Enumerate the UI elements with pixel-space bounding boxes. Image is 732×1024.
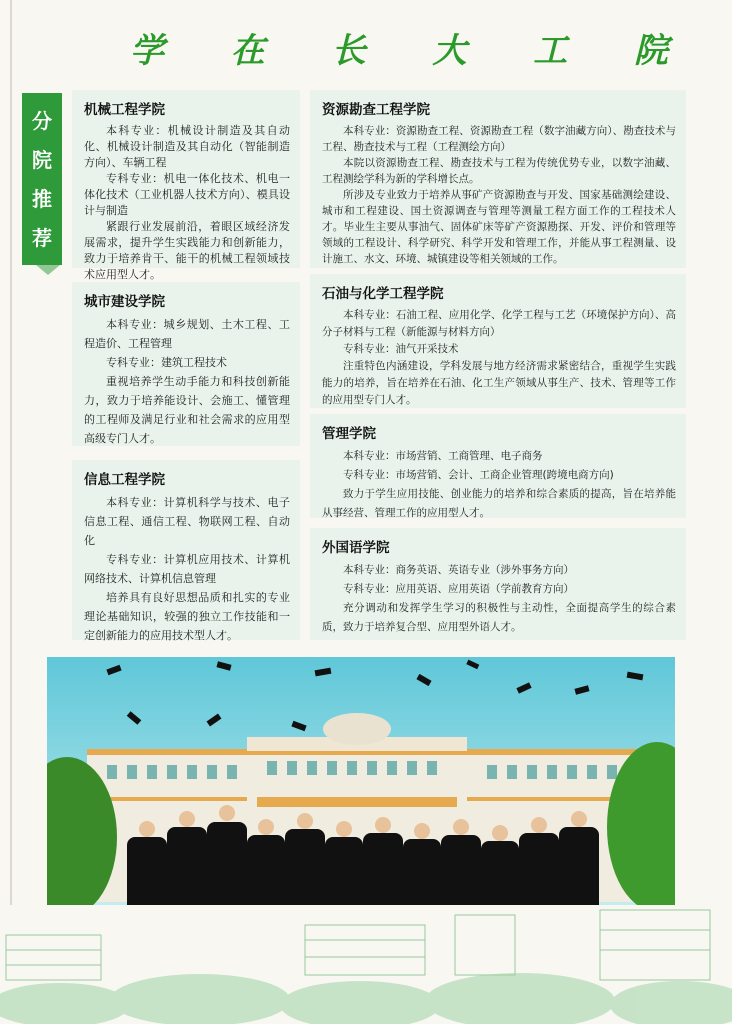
college-junior: 专科专业：机电一体化技术、机电一体化技术（工业机器人技术方向）、模具设计与制造 — [84, 172, 290, 217]
campus-sketch-illustration — [0, 905, 732, 1024]
college-name: 资源勘查工程学院 — [322, 102, 430, 118]
college-junior: 专科专业：建筑工程技术 — [106, 356, 227, 369]
college-name: 信息工程学院 — [84, 472, 165, 488]
tab-char: 推 — [32, 186, 52, 211]
college-card-management — [310, 414, 686, 518]
college-undergrad: 本科专业：资源勘查工程、资源勘查工程（数字油藏方向）、勘查技术与工程、勘查技术与工程（工程测绘方向） — [322, 125, 676, 153]
college-name: 管理学院 — [322, 426, 376, 442]
college-junior: 专科专业：市场营销、会计、工商企业管理(跨境电商方向) — [343, 469, 614, 481]
tab-pointer — [36, 265, 60, 275]
college-name: 石油与化学工程学院 — [322, 286, 444, 302]
college-intro: 本院以资源勘查工程、勘查技术与工程为传统优势专业，以数字油藏、工程测绘学科为新的学科增长点。 — [322, 157, 676, 185]
page-title — [130, 24, 670, 70]
college-description: 所涉及专业致力于培养从事矿产资源勘查与开发、国家基础测绘建设、城市和工程建设、国土资源调查与管理等测量工程方面工作的工程技术人才。毕业生主要从事油气、固体矿床等矿产资源勘探、开发、评价和管理等领域的工程设计、科学研究、科学开发和管理工作，并能从事工程测量、设计施工、水文、环境、城镇建设等相关领域的工作。 — [322, 189, 676, 265]
college-description: 重视培养学生动手能力和科技创新能力，致力于培养能设计、会施工、懂管理的工程师及满足行业和社会需求的应用型高级专门人才。 — [84, 375, 290, 445]
title-char: 院 — [633, 30, 670, 71]
college-undergrad: 本科专业：机械设计制造及其自动化、机械设计制造及其自动化（智能制造方向）、车辆工程 — [84, 124, 290, 169]
title-char: 长 — [331, 30, 368, 71]
tab-char: 分 — [32, 108, 52, 133]
college-undergrad: 本科专业：城乡规划、土木工程、工程造价、工程管理 — [84, 318, 290, 350]
college-description: 致力于学生应用技能、创业能力的培养和综合素质的提高，旨在培养能从事经营、管理工作的应用型人才。 — [322, 488, 676, 519]
section-tab — [22, 93, 62, 265]
page-spine-line — [10, 0, 12, 1024]
college-description: 培养具有良好思想品质和扎实的专业理论基础知识，较强的独立工作技能和一定创新能力的应用技术型人才。 — [84, 591, 290, 642]
college-card-petroleum — [310, 274, 686, 408]
college-undergrad: 本科专业：商务英语、英语专业（涉外事务方向） — [343, 564, 574, 576]
college-junior: 专科专业：应用英语、应用英语（学前教育方向） — [343, 583, 574, 595]
title-char: 学 — [130, 30, 166, 71]
tab-char: 荐 — [32, 225, 52, 250]
title-char: 工 — [533, 30, 570, 71]
graduation-photo — [47, 657, 675, 915]
college-card-language — [310, 528, 686, 640]
college-junior: 专科专业：油气开采技术 — [343, 343, 459, 355]
college-card-resource — [310, 90, 686, 268]
college-card-urban — [72, 282, 300, 446]
college-name: 城市建设学院 — [84, 294, 165, 310]
title-char: 在 — [230, 30, 267, 71]
college-junior: 专科专业：计算机应用技术、计算机网络技术、计算机信息管理 — [84, 553, 290, 585]
title-char: 大 — [432, 30, 469, 71]
college-card-mechanical — [72, 90, 300, 281]
college-undergrad: 本科专业：石油工程、应用化学、化学工程与工艺（环境保护方向）、高分子材料与工程（新能源与材料方向） — [322, 309, 676, 338]
college-description: 注重特色内涵建设，学科发展与地方经济需求紧密结合，重视学生实践能力的培养，旨在培养在石油、化工生产领域从事生产、技术、管理等工作的应用型专门人才。 — [322, 360, 676, 406]
college-name: 机械工程学院 — [84, 102, 165, 118]
college-undergrad: 本科专业：计算机科学与技术、电子信息工程、通信工程、物联网工程、自动化 — [84, 496, 290, 547]
college-name: 外国语学院 — [322, 540, 390, 556]
college-description: 充分调动和发挥学生学习的积极性与主动性，全面提高学生的综合素质，致力于培养复合型、应用型外语人才。 — [322, 602, 676, 633]
tab-char: 院 — [32, 147, 52, 172]
college-undergrad: 本科专业：市场营销、工商管理、电子商务 — [343, 450, 543, 462]
college-card-info — [72, 460, 300, 640]
college-description: 紧跟行业发展前沿，着眼区域经济发展需求，提升学生实践能力和创新能力，致力于培养肯干、能干的机械工程领域技术应用型人才。 — [84, 220, 290, 281]
